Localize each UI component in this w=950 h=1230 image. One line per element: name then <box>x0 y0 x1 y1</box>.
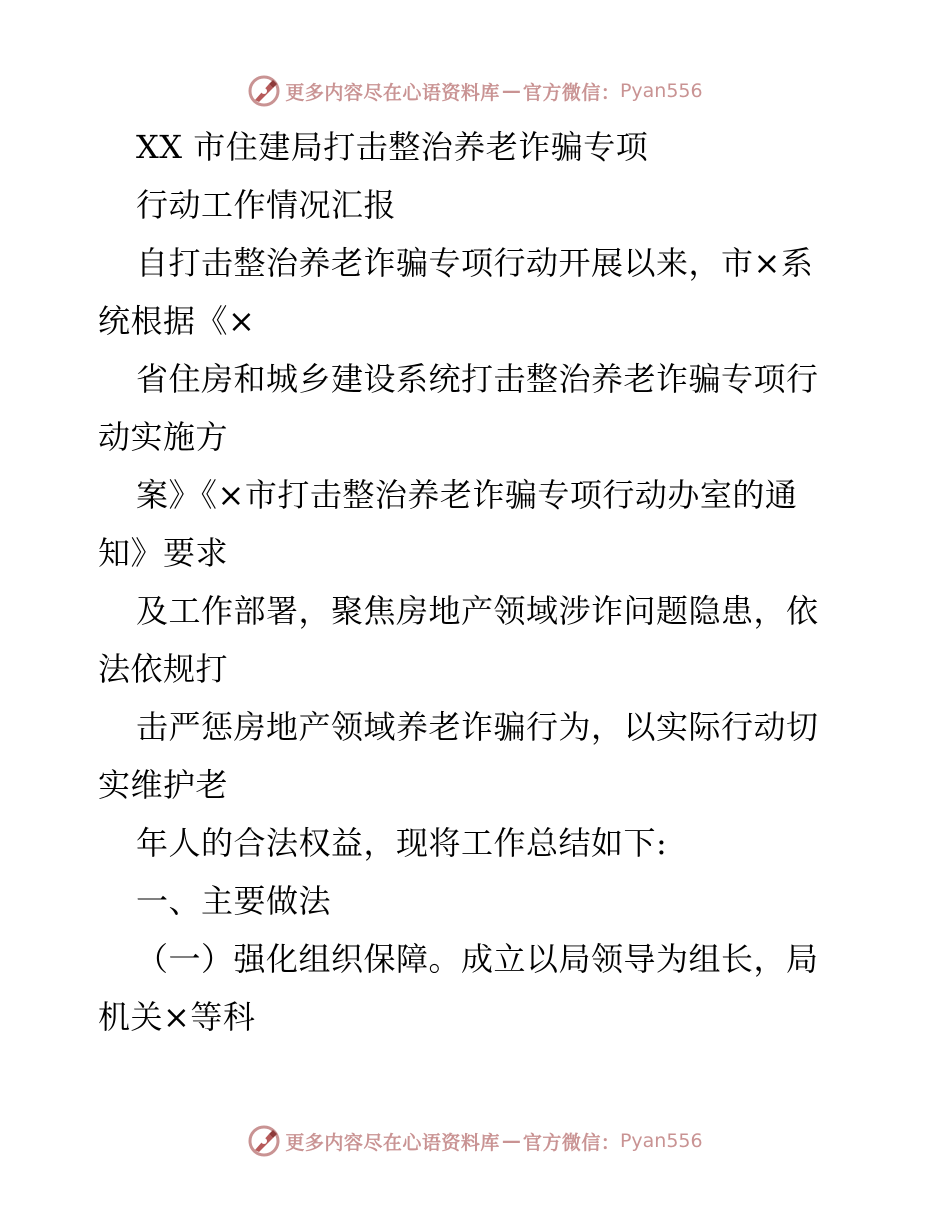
banner-text: 更多内容尽在心语资料库 <box>285 1131 500 1154</box>
banner-wechat-id: Pyan556 <box>619 80 703 102</box>
banner-wechat-id: Pyan556 <box>619 1130 703 1152</box>
pen-logo-icon <box>247 74 281 108</box>
text-line: 法依规打 <box>98 650 229 688</box>
text-line: 机关×等科 <box>98 998 256 1036</box>
text-line: 案》《×市打击整治养老诈骗专项行动办室的通 <box>136 476 798 514</box>
banner-dash: — <box>501 80 521 102</box>
text-line: XX 市住建局打击整治养老诈骗专项 <box>136 128 649 166</box>
text-line: 动实施方 <box>98 418 229 456</box>
footer-watermark-banner <box>0 1121 950 1161</box>
text-line: 击严惩房地产领域养老诈骗行为，以实际行动切 <box>136 708 819 746</box>
text-line: 统根据《× <box>98 302 256 340</box>
document-body <box>98 118 858 1046</box>
text-line: 及工作部署，聚焦房地产领域涉诈问题隐患，依 <box>136 592 819 630</box>
text-line: 年人的合法权益，现将工作总结如下: <box>136 824 668 862</box>
pen-logo-icon <box>247 1124 281 1158</box>
header-watermark-banner <box>0 71 950 111</box>
banner-colon: ： <box>600 81 620 104</box>
banner-text: 更多内容尽在心语资料库 <box>285 81 500 104</box>
banner-colon: ： <box>600 1131 620 1154</box>
text-line: （一）强化组织保障。成立以局领导为组长，局 <box>136 940 819 978</box>
text-line: 一、主要做法 <box>136 882 332 920</box>
text-line: 自打击整治养老诈骗专项行动开展以来，市×系 <box>136 244 814 282</box>
banner-label: 官方微信 <box>522 81 601 104</box>
text-line: 行动工作情况汇报 <box>136 186 397 224</box>
text-line: 省住房和城乡建设系统打击整治养老诈骗专项行 <box>136 360 819 398</box>
text-line: 实维护老 <box>98 766 229 804</box>
text-line: 知》要求 <box>98 534 229 572</box>
banner-dash: — <box>501 1130 521 1152</box>
banner-label: 官方微信 <box>522 1131 601 1154</box>
